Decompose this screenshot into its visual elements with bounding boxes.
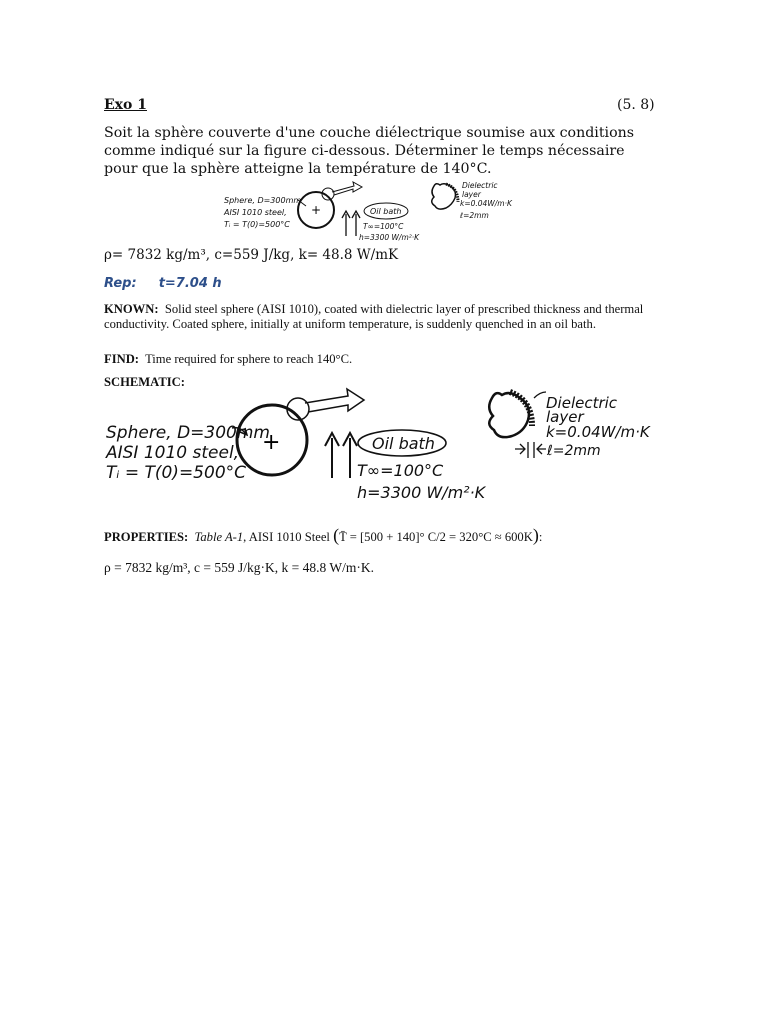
exercise-title: Exo 1 (104, 97, 147, 113)
h-coefficient-label: h=3300 W/m²·K (357, 483, 486, 502)
sphere-label-3: Tᵢ = T(0)=500°C (106, 463, 247, 483)
properties-values: ρ = 7832 kg/m³, c = 559 J/kg·K, k = 48.8 W/m·K. (104, 560, 374, 575)
properties-table-ref: Table A-1 (194, 530, 244, 544)
sphere-label-2: AISI 1010 steel, (106, 443, 240, 463)
svg-text:+: + (262, 430, 281, 455)
properties-section: PROPERTIES: Table A-1, AISI 1010 Steel (T̄ = [500 + 140]° C/2 = 320°C ≈ 600K): (104, 525, 543, 545)
known-text: Solid steel sphere (AISI 1010), coated with dielectric layer of prescribed thickness and thermal conductivity. Coated sphere, initially at uniform temperature, is suddenly quenched in an oil bath. (104, 302, 644, 331)
large-schematic-figure (100, 386, 670, 506)
thickness-label: ℓ=2mm (547, 443, 601, 459)
answer-value: t=7.04 h (158, 276, 222, 291)
properties-steel: , AISI 1010 Steel (243, 530, 330, 544)
small-sphere-label-2: AISI 1010 steel, (224, 208, 287, 217)
small-dielectric-label-1: Dielectric (462, 181, 498, 190)
exercise-properties: ρ= 7832 kg/m³, c=559 J/kg, k= 48.8 W/mK (104, 247, 399, 263)
dielectric-label-1: Dielectric (546, 394, 618, 412)
small-sphere-label-1: Sphere, D=300mm (224, 196, 302, 205)
exercise-statement: Soit la sphère couverte d'une couche diélectrique soumise aux conditions comme indiqué sur la figure ci-dessous. Déterminer le temps nécessaire pour que la sphère atteigne la température de 140°C. (104, 125, 635, 177)
small-schematic-figure (222, 178, 518, 244)
tinf-label: T∞=100°C (357, 461, 444, 480)
detail-arrow (305, 389, 364, 412)
known-label: KNOWN: (104, 302, 159, 316)
small-sphere-label-3: Tᵢ = T(0)=500°C (224, 220, 290, 229)
small-h-label: h=3300 W/m²·K (359, 233, 420, 242)
dielectric-k-label: k=0.04W/m·K (546, 423, 650, 441)
dielectric-label-2: layer (546, 408, 584, 426)
small-oil-bath-label: Oil bath (370, 207, 402, 216)
find-section (104, 352, 352, 367)
find-text: Time required for sphere to reach 140°C. (145, 352, 353, 366)
exercise-reference: (5. 8) (617, 97, 655, 113)
answer-label: Rep: (104, 276, 137, 291)
sphere-label-1: Sphere, D=300mm (106, 423, 270, 443)
small-dielectric-k-label: k=0.04W/m·K (460, 199, 512, 208)
small-tinf-label: T∞=100°C (363, 222, 404, 231)
schematic-label: SCHEMATIC: (104, 375, 185, 389)
oil-bath-label: Oil bath (372, 434, 435, 453)
find-label: FIND: (104, 352, 139, 366)
properties-label: PROPERTIES: (104, 530, 189, 544)
answer-line (104, 276, 222, 291)
properties-temperature: T̄ = [500 + 140]° C/2 = 320°C ≈ 600K (339, 530, 533, 544)
small-thickness-label: ℓ=2mm (460, 211, 489, 220)
small-dielectric-label-2: layer (462, 190, 481, 199)
svg-text:+: + (311, 203, 322, 217)
known-section (104, 302, 664, 332)
